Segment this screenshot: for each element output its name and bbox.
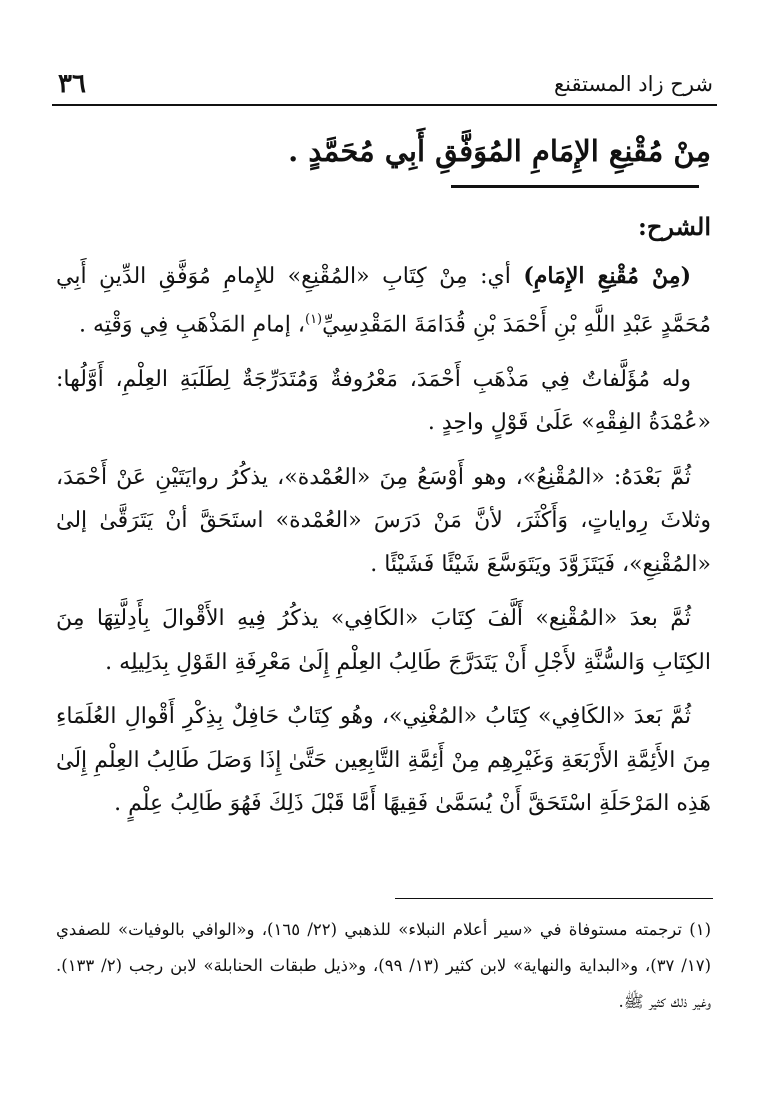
paragraph-3: ثُمَّ بَعْدَهُ: «المُقْنِعُ»، وهو أَوْسَعُ مِنَ «العُمْدة»، يذكُرُ روايَتَيْنِ عَنْ أَحْمَدَ، وثلاثَ رِواياتٍ، وَأَكْثَرَ، لأنَّ مَنْ دَرَسَ «العُمْدة» استَحَقَّ أنْ يَتَرَقَّىٰ إلىٰ «المُقْنِعِ»، فَيَتَزَوَّدَ ويَتَوَسَّعَ شَيْئًا فَشَيْئًا . — [56, 464, 711, 577]
footnote-marker[interactable]: (١) — [304, 312, 323, 327]
commentary-heading: الشرح: — [638, 212, 711, 241]
paragraph-4: ثُمَّ بعدَ «المُقْنِع» أَلَّفَ كِتَابَ «الكَافِي» يذكُرُ فِيهِ الأَقْوالَ بِأَدِلَّتِهَا مِنَ الكِتَابِ وَالسُّنَّةِ لأَجْلِ أَنْ يَتَدَرَّجَ طَالِبُ العِلْمِ إِلَىٰ مَعْرِفَةِ القَوْلِ بِدَلِيلِه . — [56, 606, 711, 675]
running-title: شرح زاد المستقنع — [554, 72, 713, 96]
paragraph-1-lead: (مِنْ مُقْنِعِ الإِمَامِ) — [523, 262, 691, 289]
footnote: (١) ترجمته مستوفاة في «سير أعلام النبلاء» للذهبي (٢٢/ ١٦٥)، و«الوافي بالوفيات» للصفدي (١٧/ ٣٧)، و«البداية والنهاية» لابن كثير (١٣/ ٩٩)، و«ذيل طبقات الحنابلة» لابن رجب (٢/ ١٣٣). وغير ذلك كثير ﷺ. — [56, 920, 712, 1011]
paragraph-2: وله مُؤَلَّفاتٌ فِي مَذْهَبِ أَحْمَدَ، مَعْرُوفةٌ وَمُتَدَرِّجَةٌ لِطَلَبَةِ العِلْمِ، أَوَّلُها: «عُمْدَةُ الفِقْهِ» عَلَىٰ قَوْلٍ واحِدٍ . — [56, 366, 711, 436]
matn-rule — [451, 185, 699, 188]
paragraph-1-text: أي: مِنْ كِتَابِ «المُقْنِعِ» للإِمامِ مُوَفَّقِ الدِّينِ أَبِي مُحَمَّدٍ عَبْدِ اللَّهِ بْنِ أَحْمَدَ بْنِ قُدَامَةَ المَقْدِسِيِّ — [56, 263, 711, 338]
paragraph-5: ثُمَّ بَعدَ «الكَافِي» كِتَابُ «المُغْنِي»، وهُو كِتَابٌ حَافِلٌ بِذِكْرِ أَقْوالِ العُلَمَاءِ مِنَ الأَئِمَّةِ الأَرْبَعَةِ وَغَيْرِهِم مِنْ أَئِمَّةِ التَّابِعِين حَتَّىٰ إِذَا وَصَلَ طَالِبُ العِلْمِ إِلَىٰ هَذِه المَرْحَلَةِ اسْتَحَقَّ أَنْ يُسَمَّىٰ فَقِيهًا أَمَّا قَبْلَ ذَلِكَ فَهُوَ طَالِبُ عِلْمٍ . — [56, 704, 711, 817]
paragraph-1-tail: ، إمامِ المَذْهَبِ فِي وَقْتِه . — [78, 312, 305, 338]
commentary-body — [56, 205, 711, 837]
paragraph-1 — [56, 255, 711, 347]
page-number: ٣٦ — [58, 69, 86, 99]
matn-text: مِنْ مُقْنِعِ الإِمَامِ المُوَفَّقِ أَبِي مُحَمَّدٍ . — [288, 134, 711, 168]
header-rule — [52, 104, 717, 106]
footnote-rule — [395, 898, 713, 899]
running-header — [58, 66, 713, 102]
